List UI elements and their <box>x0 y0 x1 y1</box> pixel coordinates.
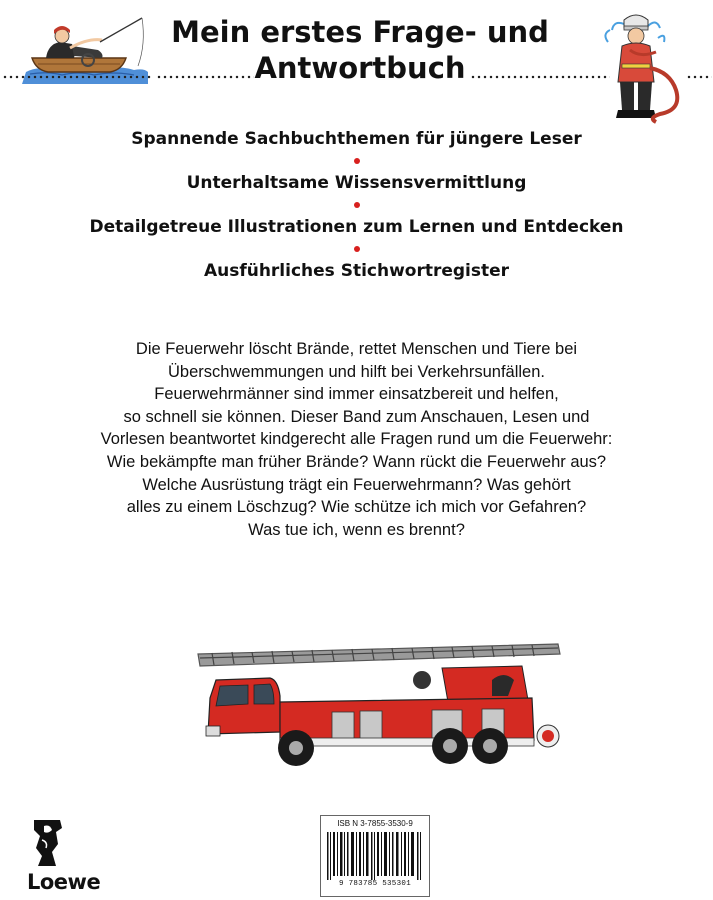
fisherman-icon <box>18 14 150 84</box>
description-line: Wie bekämpfte man früher Brände? Wann rückt die Feuerwehr aus? <box>106 452 607 471</box>
feature-item: Unterhaltsame Wissensvermittlung <box>186 173 527 193</box>
description-paragraph <box>60 338 653 541</box>
dotted-rule-right <box>470 75 610 79</box>
barcode-icon <box>327 832 423 880</box>
red-bullet-icon <box>354 158 360 164</box>
publisher-logo-text: Loewe <box>27 870 101 894</box>
isbn-barcode-box <box>320 815 430 897</box>
red-bullet-icon <box>354 246 360 252</box>
description-line: so schnell sie können. Dieser Band zum Anschauen, Lesen und <box>123 407 590 426</box>
barcode-digits: 9 783785 535301 <box>338 880 411 888</box>
description-line: Feuerwehrmänner sind immer einsatzbereit und helfen, <box>154 385 559 404</box>
isbn-label: ISB N 3-7855-3530-9 <box>337 819 413 828</box>
feature-item: Ausführliches Stichwortregister <box>203 261 510 281</box>
description-line: Was tue ich, wenn es brennt? <box>248 520 465 539</box>
red-bullet-icon <box>354 202 360 208</box>
feature-list <box>0 126 713 284</box>
feature-item: Spannende Sachbuchthemen für jüngere Leser <box>131 129 582 149</box>
loewe-lion-logo-icon <box>30 818 66 870</box>
description-line: Die Feuerwehr löscht Brände, rettet Menschen und Tiere bei <box>135 340 578 358</box>
description-line: alles zu einem Löschzug? Wie schütze ich mich vor Gefahren? <box>126 498 587 517</box>
fire-truck-icon <box>192 640 564 770</box>
feature-item: Detailgetreue Illustrationen zum Lernen und Entdecken <box>89 217 624 237</box>
title-line-1: Mein erstes Frage- und <box>171 15 549 49</box>
description-line: Welche Ausrüstung trägt ein Feuerwehrmann? Was gehört <box>142 475 571 494</box>
firefighter-icon <box>600 12 692 124</box>
description-line: Überschwemmungen und hilft bei Verkehrsunfällen. <box>168 362 545 381</box>
description-line: Vorlesen beantwortet kindgerecht alle Fragen rund um die Feuerwehr: <box>100 430 613 449</box>
dotted-rule-left <box>2 75 152 79</box>
title-line-2: Antwortbuch <box>254 51 466 85</box>
dotted-rule-mid <box>156 75 254 79</box>
dotted-rule-far-right <box>686 75 712 79</box>
